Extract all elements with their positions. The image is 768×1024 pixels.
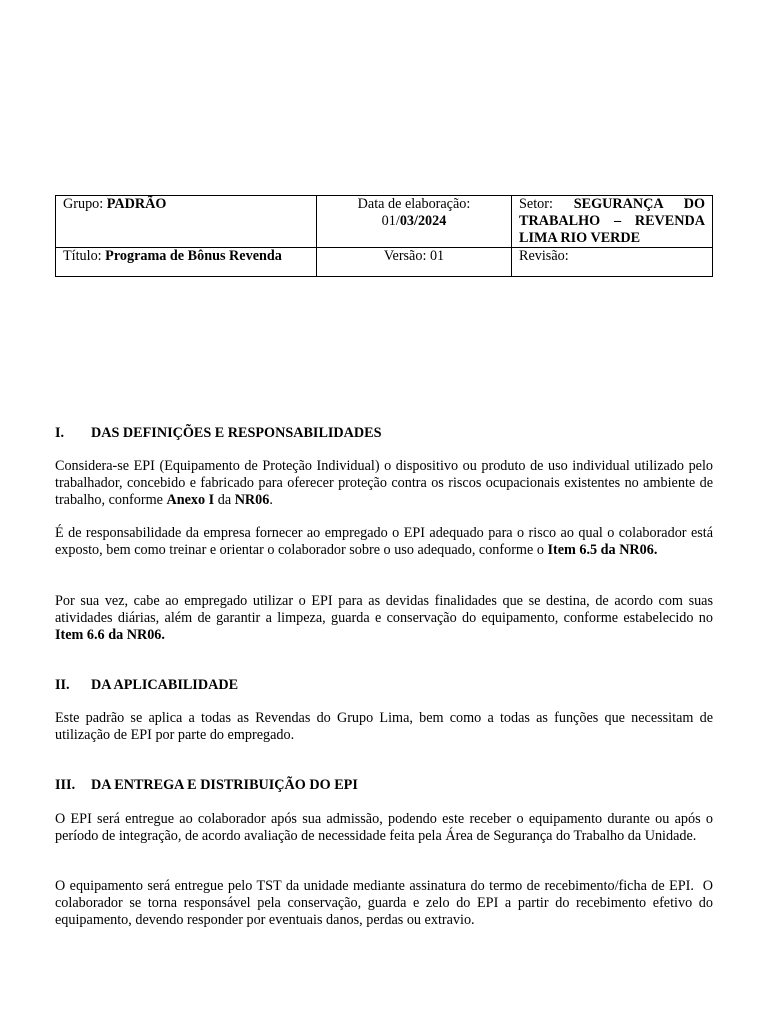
section-1-number: I. <box>55 425 65 441</box>
section-3 <box>55 777 713 794</box>
s2-p1-text: Este padrão se aplica a todas as Revendas do Grupo Lima, bem como a todas as funções que necessitam de utilização de EPI por parte do empregado. <box>55 710 713 743</box>
p1-end: . <box>269 492 273 508</box>
section-1-heading <box>55 425 713 442</box>
header-row-2 <box>56 248 713 277</box>
section-2-title: DA APLICABILIDADE <box>91 677 239 693</box>
section-3-paragraph-2 <box>55 878 717 929</box>
section-1 <box>55 425 713 442</box>
grupo-cell <box>56 196 317 248</box>
section-3-heading <box>55 777 713 794</box>
p1-text: Considera-se EPI (Equipamento de Proteção Individual) o dispositivo ou produto de uso individual utilizado pelo trabalhador, concebido e fabricado para oferecer proteção contra os riscos ocupacionais existentes no ambiente de trabalho, conforme <box>55 458 713 508</box>
header-row-1 <box>56 196 713 248</box>
setor-line-1: SEGURANÇA DO <box>573 196 705 212</box>
setor-cell <box>512 196 713 248</box>
section-2-heading <box>55 677 713 694</box>
section-2-number: II. <box>55 677 70 693</box>
data-value: 03/2024 <box>399 213 447 229</box>
document-header-table <box>55 195 713 277</box>
grupo-value: PADRÃO <box>106 196 167 212</box>
setor-colon: : <box>548 196 574 212</box>
setor-line-3: LIMA RIO VERDE <box>519 230 641 246</box>
s3-p2-text: O equipamento será entregue pelo TST da unidade mediante assinatura do termo de recebimento/ficha de EPI. O colaborador se torna responsável pela conservação, guarda e zelo do EPI a partir do recebimento efetivo do equipamento, devendo responder por eventuais danos, perdas ou extravio. <box>55 878 717 928</box>
setor-line-2: TRABALHO – REVENDA <box>519 213 705 229</box>
section-1-paragraph-2 <box>55 525 713 559</box>
s3-p1-text: O EPI será entregue ao colaborador após sua admissão, podendo este receber o equipamento durante ou após o período de integração, de acordo avaliação de necessidade feita pela Área de Segurança do Trabalho da Unidade. <box>55 811 713 844</box>
section-1-paragraph-1 <box>55 458 713 509</box>
p3-text: Por sua vez, cabe ao empregado utilizar o EPI para as devidas finalidades que se destina, de acordo com suas atividades diárias, além de garantir a limpeza, guarda e conservação do equipamento, conforme estabelecido no <box>55 593 713 626</box>
data-label: Data de elaboração: <box>357 196 471 212</box>
data-elaboracao-cell <box>317 196 512 248</box>
section-3-paragraph-1 <box>55 811 713 845</box>
item-6-6-ref: Item 6.6 da NR06. <box>55 627 165 643</box>
p2-text: É de responsabilidade da empresa fornecer ao empregado o EPI adequado para o risco ao qual o colaborador está exposto, bem como treinar e orientar o colaborador sobre o uso adequado, conforme o <box>55 525 713 558</box>
titulo-value: Programa de Bônus Revenda <box>105 248 282 264</box>
revisao-cell <box>512 248 713 277</box>
section-3-number: III. <box>55 777 76 793</box>
p1-mid: da <box>214 492 235 508</box>
section-3-title: DA ENTREGA E DISTRIBUIÇÃO DO EPI <box>91 777 358 793</box>
nr06-ref: NR06 <box>234 492 270 508</box>
item-6-5-ref: Item 6.5 da NR06. <box>547 542 658 558</box>
setor-label: Setor <box>519 196 549 212</box>
section-1-paragraph-3 <box>55 593 713 644</box>
section-2-paragraph-1 <box>55 710 713 744</box>
anexo-ref: Anexo I <box>166 492 215 508</box>
grupo-label: Grupo: <box>63 196 107 212</box>
revisao-text: Revisão: <box>519 248 569 264</box>
data-prefix: 01/ <box>381 213 400 229</box>
versao-cell <box>317 248 512 277</box>
section-1-title: DAS DEFINIÇÕES E RESPONSABILIDADES <box>91 425 382 441</box>
titulo-label: Título: <box>63 248 106 264</box>
section-2 <box>55 677 713 694</box>
versao-text: Versão: 01 <box>383 248 445 264</box>
titulo-cell <box>56 248 317 277</box>
